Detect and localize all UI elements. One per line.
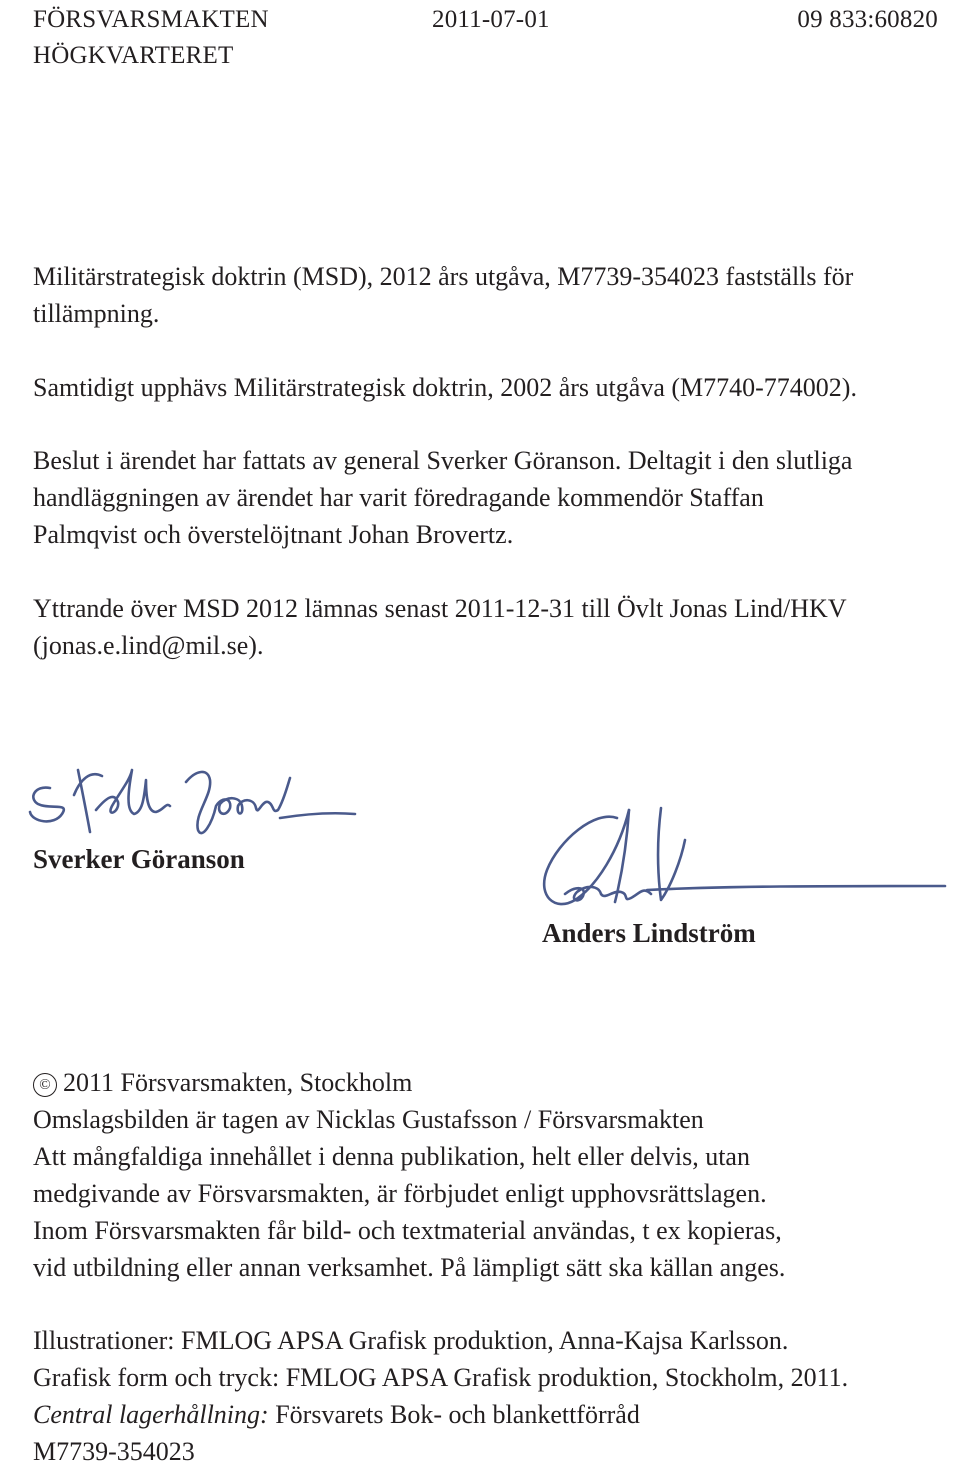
paragraph-comments xyxy=(33,590,953,664)
text-line: Palmqvist och överstelöjtnant Johan Brovertz. xyxy=(33,520,514,549)
text-line: handläggningen av ärendet har varit föredragande kommendör Staffan xyxy=(33,483,764,512)
text-line: Beslut i ärendet har fattats av general Sverker Göranson. Deltagit i den slutliga xyxy=(33,446,853,475)
print-credit: Grafisk form och tryck: FMLOG APSA Grafisk produktion, Stockholm, 2011. xyxy=(33,1363,849,1392)
text-line: (jonas.e.lind@mil.se). xyxy=(33,631,264,660)
handwritten-signature-icon xyxy=(10,740,360,850)
organisation-name xyxy=(33,2,269,74)
text-line: Yttrande över MSD 2012 lämnas senast 2011-12-31 till Övlt Jonas Lind/HKV xyxy=(33,594,847,623)
document-reference: 09 833:60820 xyxy=(797,6,938,33)
text-line: Samtidigt upphävs Militärstrategisk doktrin, 2002 års utgåva (M7740-774002). xyxy=(33,373,857,402)
org-line-2: HÖGKVARTERET xyxy=(33,42,234,69)
colophon-line: Inom Försvarsmakten får bild- och textmaterial användas, t ex kopieras, xyxy=(33,1216,782,1245)
article-number: M7739-354023 xyxy=(33,1437,195,1466)
signatory-name-1: Sverker Göranson xyxy=(33,844,245,874)
storage-value: Försvarets Bok- och blankettförråd xyxy=(268,1400,640,1429)
storage-line xyxy=(33,1396,953,1433)
storage-label: Central lagerhållning: xyxy=(33,1400,269,1429)
handwritten-signature-icon xyxy=(525,790,950,920)
text-line: tillämpning. xyxy=(33,299,160,328)
copyright-icon: © xyxy=(33,1073,57,1097)
signatory-name-2: Anders Lindström xyxy=(542,918,756,948)
signature-goranson xyxy=(10,740,360,850)
signature-lindstrom xyxy=(525,790,950,920)
paragraph-decision xyxy=(33,442,953,553)
colophon-line: Att mångfaldiga innehållet i denna publikation, helt eller delvis, utan xyxy=(33,1142,750,1171)
colophon-line: medgivande av Försvarsmakten, är förbjudet enligt upphovsrättslagen. xyxy=(33,1179,767,1208)
paragraph-repeal xyxy=(33,369,953,406)
text-line: Militärstrategisk doktrin (MSD), 2012 års utgåva, M7739-354023 fastställs för xyxy=(33,262,854,291)
copyright-text: 2011 Försvarsmakten, Stockholm xyxy=(63,1068,413,1097)
org-line-1: FÖRSVARSMAKTEN xyxy=(33,6,269,33)
colophon-line: Omslagsbilden är tagen av Nicklas Gustafsson / Försvarsmakten xyxy=(33,1105,704,1134)
illustrations-credit: Illustrationer: FMLOG APSA Grafisk produktion, Anna-Kajsa Karlsson. xyxy=(33,1326,789,1355)
colophon xyxy=(33,1064,953,1286)
colophon-line: vid utbildning eller annan verksamhet. På lämpligt sätt ska källan anges. xyxy=(33,1253,786,1282)
paragraph-adoption xyxy=(33,258,953,332)
copyright-line xyxy=(33,1064,953,1101)
production-credits xyxy=(33,1322,953,1470)
document-date: 2011-07-01 xyxy=(432,6,550,33)
